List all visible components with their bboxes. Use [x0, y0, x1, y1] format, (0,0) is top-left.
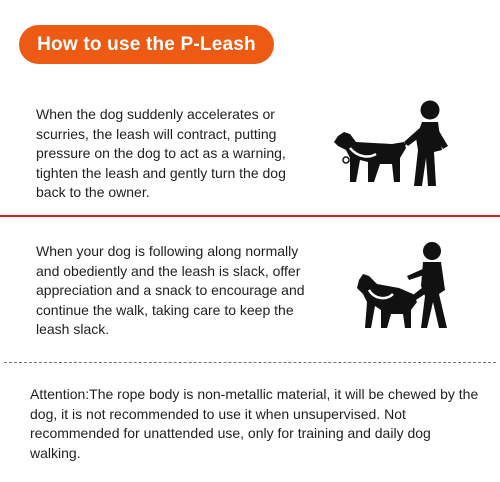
- section-1-text: When the dog suddenly accelerates or scurries, the leash will contract, putting pressure on the dog to act as a warning, tighten the leash and gently turn the dog back to the owner.: [36, 106, 286, 200]
- person-petting-dog-icon: [355, 240, 455, 335]
- section-2-text: When your dog is following along normally and obediently and the leash is slack, offer appreciation and a snack to encourage and continue the walk, taking care to keep the leash slack.: [36, 243, 305, 337]
- dashed-divider: [4, 362, 496, 363]
- person-walking-dog-icon: [330, 98, 465, 193]
- attention-text: Attention:The rope body is non-metallic material, it will be chewed by the dog, it is not recommended to use it when unsupervised. Not recommended for unattended use, only for training and daily dog walking.: [30, 386, 479, 461]
- title-banner: How to use the P-Leash: [19, 25, 274, 64]
- red-divider: [0, 215, 500, 217]
